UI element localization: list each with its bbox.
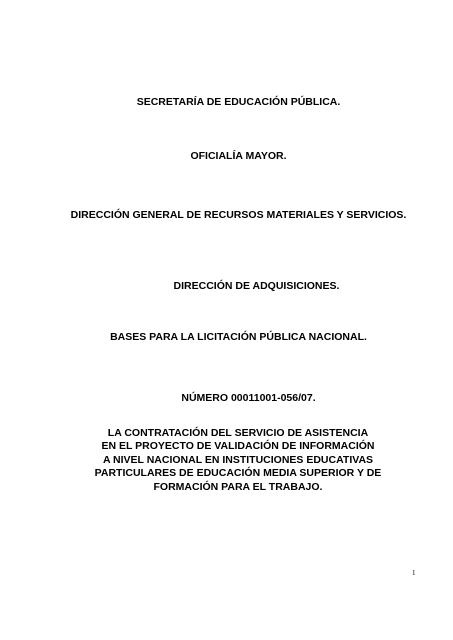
heading-secretaria: SECRETARÍA DE EDUCACIÓN PÚBLICA. bbox=[136, 96, 341, 108]
contract-title-line: PARTICULARES DE EDUCACIÓN MEDIA SUPERIOR Y DE bbox=[94, 467, 382, 480]
contract-title-line: EN EL PROYECTO DE VALIDACIÓN DE INFORMACIÓN bbox=[101, 440, 375, 453]
contract-title-line: FORMACIÓN PARA EL TRABAJO. bbox=[153, 480, 323, 493]
heading-bases: BASES PARA LA LICITACIÓN PÚBLICA NACIONAL. bbox=[110, 331, 367, 343]
contract-title-line: A NIVEL NACIONAL EN INSTITUCIONES EDUCATIVAS bbox=[102, 453, 374, 466]
contract-title-line: LA CONTRATACIÓN DEL SERVICIO DE ASISTENCIA bbox=[107, 427, 369, 439]
heading-direccion-general: DIRECCIÓN GENERAL DE RECURSOS MATERIALES Y SERVICIOS. bbox=[70, 209, 407, 221]
heading-direccion-adquisiciones: DIRECCIÓN DE ADQUISICIONES. bbox=[173, 280, 340, 292]
heading-oficialia: OFICIALÍA MAYOR. bbox=[190, 150, 287, 162]
heading-numero: NÚMERO 00011001-056/07. bbox=[181, 392, 316, 404]
page-number: 1 bbox=[412, 569, 416, 577]
contract-title bbox=[58, 427, 418, 494]
